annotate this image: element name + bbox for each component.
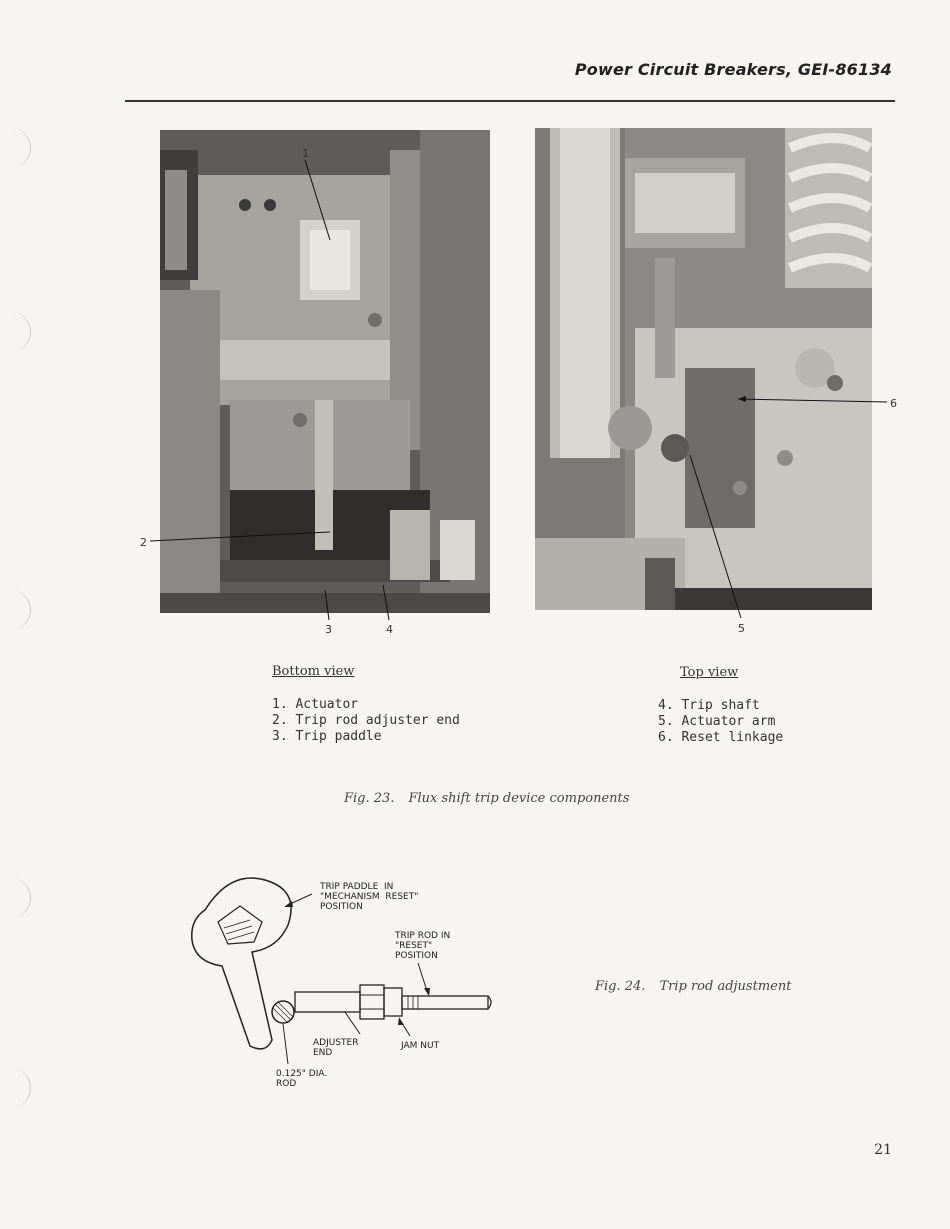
legend-item: 1. Actuator [272,697,359,712]
fig23-caption [344,791,629,806]
bottom-view-photo [160,130,490,613]
bottom-view-legend [272,697,460,745]
label-trip-rod: TRIP ROD IN "RESET" POSITION [395,931,451,961]
callout-5: 5 [738,622,745,635]
top-view-photo [535,128,872,610]
callout-4: 4 [386,623,393,636]
label-adjuster-end: ADJUSTER END [313,1038,359,1058]
callout-3: 3 [325,623,332,636]
legend-item: 4. Trip shaft [658,698,760,713]
top-view-title: Top view [680,665,739,680]
legend-item: 6. Reset linkage [658,730,784,745]
callout-1: 1 [302,147,309,160]
label-trip-paddle: TRIP PADDLE IN "MECHANISM RESET" POSITION [320,882,419,912]
fig24-caption [595,979,791,994]
callout-2: 2 [140,536,147,549]
label-jam-nut: JAM NUT [401,1041,440,1051]
fig24-title: Trip rod adjustment [659,979,792,994]
top-view-legend [658,698,783,746]
label-rod-diameter: 0.125" DIA. ROD [276,1069,328,1089]
fig23-number: Fig. 23. [344,791,395,806]
header-rule [125,100,895,102]
legend-item: 3. Trip paddle [272,729,382,744]
legend-item: 5. Actuator arm [658,714,776,729]
trip-rod-adjustment-diagram [180,870,520,1100]
legend-item: 2. Trip rod adjuster end [272,713,460,728]
page-number: 21 [874,1142,892,1158]
fig24-number: Fig. 24. [595,979,646,994]
page-header-title: Power Circuit Breakers, GEI-86134 [574,60,892,79]
fig23-title: Flux shift trip device components [408,791,630,806]
callout-6: 6 [890,397,897,410]
bottom-view-title: Bottom view [272,664,355,679]
